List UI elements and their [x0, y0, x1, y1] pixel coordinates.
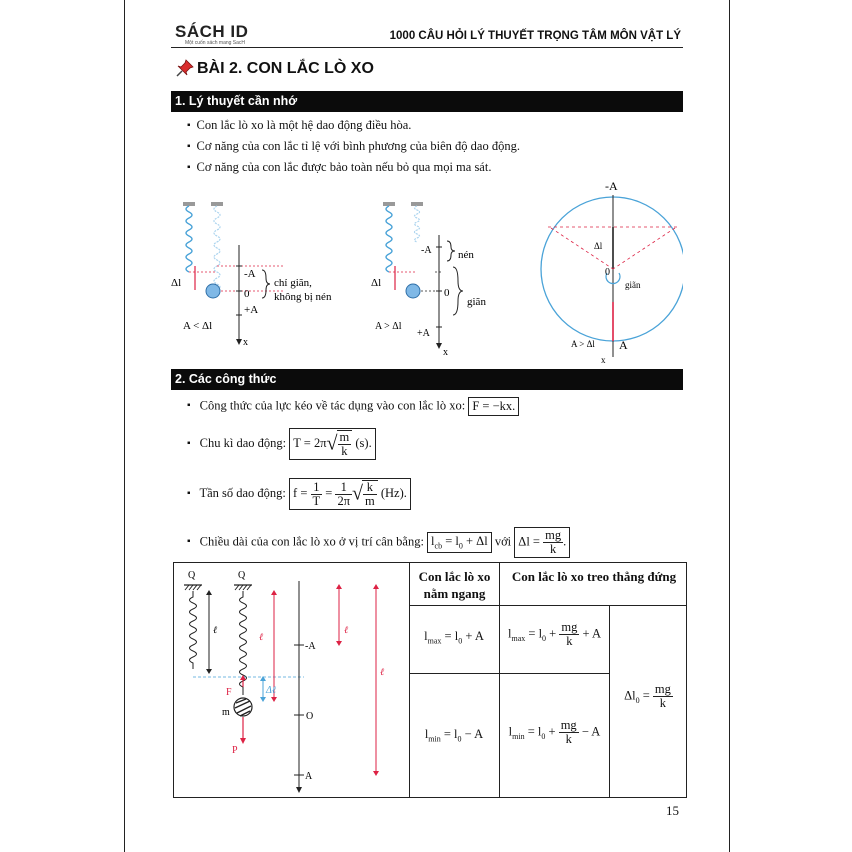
lesson-title: BÀI 2. CON LẮC LÒ XO — [197, 60, 374, 77]
formula-lcb-box: $l_{cb} = l_0 + \Delta l$ — [427, 532, 492, 553]
d3-bottom-label: A — [619, 338, 628, 352]
cell-lmin-horizontal: $l_{min} = l_0 - A$ — [424, 727, 484, 744]
d1-minus-a-label: -A — [244, 268, 256, 280]
theory-bullet-2: ▪ Cơ năng của con lắc tỉ lệ với bình phương của biên độ dao động. — [187, 139, 520, 154]
fig-lmin-label: ℓ — [344, 625, 349, 636]
spring-length-table — [173, 562, 687, 798]
fig-dl-label: Δℓ — [266, 685, 277, 696]
d3-x-axis-label: x — [601, 355, 606, 365]
formula-frequency-text: Tần số dao động: — [199, 485, 286, 500]
formula-restoring-force-box: F = −kx. — [468, 397, 519, 416]
section-header-theory: 1. Lý thuyết cần nhớ — [171, 91, 683, 112]
cell-lmax-vertical: $l_{max} = l_0$ + $\frac{mg}{k}$ + A — [508, 620, 601, 648]
fig-fdh-label: F — [226, 687, 232, 698]
formula-frequency — [187, 478, 411, 510]
d1-plus-a-label: +A — [244, 304, 259, 316]
section-header-formulas: 2. Các công thức — [171, 369, 683, 390]
book-title: 1000 CÂU HỎI LÝ THUYẾT TRỌNG TÂM MÔN VẬT LÝ — [389, 30, 681, 42]
d1-note-line1: chỉ giãn, — [274, 277, 312, 289]
d3-stretch-label: giãn — [625, 280, 641, 290]
cell-lmin-vertical: $l_{min} = l_0$ + $\frac{mg}{k}$ − A — [508, 718, 601, 746]
d2-compress-label: nén — [458, 249, 474, 261]
d1-note-line2: không bị nén — [274, 291, 332, 303]
d1-dl0-label: Δl — [171, 277, 182, 289]
fig-minus-a-label: -A — [305, 641, 316, 652]
fig-q-label-1: Q — [188, 570, 196, 581]
formula-with-text: với — [494, 534, 512, 549]
header-divider — [171, 47, 683, 48]
d3-dl0-label: Δl — [594, 241, 603, 251]
theory-bullet-1: ▪ Con lắc lò xo là một hệ dao động điều hòa. — [187, 118, 411, 133]
d1-x-axis-label: x — [243, 337, 248, 348]
fig-q-label-2: Q — [238, 570, 246, 581]
formula-period-box: T = 2π√ $\frac{m}{k}$ (s). — [289, 428, 375, 460]
fig-lcb-label: ℓ — [259, 632, 264, 643]
spring-diagrams — [171, 175, 683, 365]
logo-text: SÁCH ID — [175, 22, 249, 41]
pushpin-icon — [175, 58, 195, 78]
d2-plus-a-label: +A — [417, 328, 430, 339]
cell-dl0-vertical: $\Delta l_0$ = $\frac{mg}{k}$ — [624, 682, 671, 710]
d2-stretch-label: giãn — [467, 296, 486, 308]
formula-frequency-box: f = $\frac{1}{T}$ = $\frac{1}{2\pi}$ √ $\frac{k}{m}$ (Hz). — [289, 478, 411, 510]
formula-period-text: Chu kì dao động: — [199, 435, 287, 450]
d2-condition: A > Δl — [375, 321, 402, 332]
fig-o-label: O — [306, 711, 314, 722]
d1-condition: A < Δl — [183, 320, 213, 332]
formula-equilibrium-length-text: Chiều dài của con lắc lò xo ở vị trí cân bằng: — [199, 534, 424, 549]
formula-restoring-force — [187, 397, 519, 416]
book-page — [124, 0, 730, 852]
fig-plus-a-label: A — [305, 771, 313, 782]
publisher-logo — [175, 22, 248, 46]
theory-bullet-3: ▪ Cơ năng của con lắc được bảo toàn nếu bỏ qua mọi ma sát. — [187, 160, 491, 175]
d2-zero-label: 0 — [444, 287, 450, 299]
d1-zero-label: 0 — [244, 288, 250, 300]
cell-lmax-horizontal: $l_{max} = l_0 + A$ — [424, 629, 484, 646]
d2-minus-a-label: -A — [421, 245, 432, 256]
d3-condition: A > Δl — [571, 339, 595, 349]
fig-lmax-label: ℓ — [380, 667, 385, 678]
d3-zero-label: 0 — [605, 267, 610, 278]
vertical-spring-figure — [174, 563, 409, 797]
formula-equilibrium-length — [187, 527, 570, 558]
diagram-phase-circle — [541, 195, 683, 357]
table-header-horizontal: Con lắc lò xo nằm ngang — [418, 569, 491, 601]
page-number: 15 — [666, 803, 679, 818]
fig-m-label: m — [222, 707, 230, 718]
formula-period — [187, 428, 376, 460]
fig-l0-label: ℓ — [213, 625, 218, 636]
d2-dl0-label: Δl — [371, 277, 382, 289]
d2-x-axis-label: x — [443, 347, 448, 358]
logo-tagline: Một cuốn sách mang SacH — [185, 40, 246, 46]
fig-p-label: P — [232, 745, 238, 756]
d3-top-label: -A — [605, 179, 618, 193]
formula-dl-box: Δl = $\frac{mg}{k}$ . — [514, 527, 570, 558]
formula-restoring-force-text: Công thức của lực kéo về tác dụng vào con lắc lò xo: — [199, 398, 466, 413]
table-header-vertical: Con lắc lò xo treo thẳng đứng — [511, 569, 677, 584]
